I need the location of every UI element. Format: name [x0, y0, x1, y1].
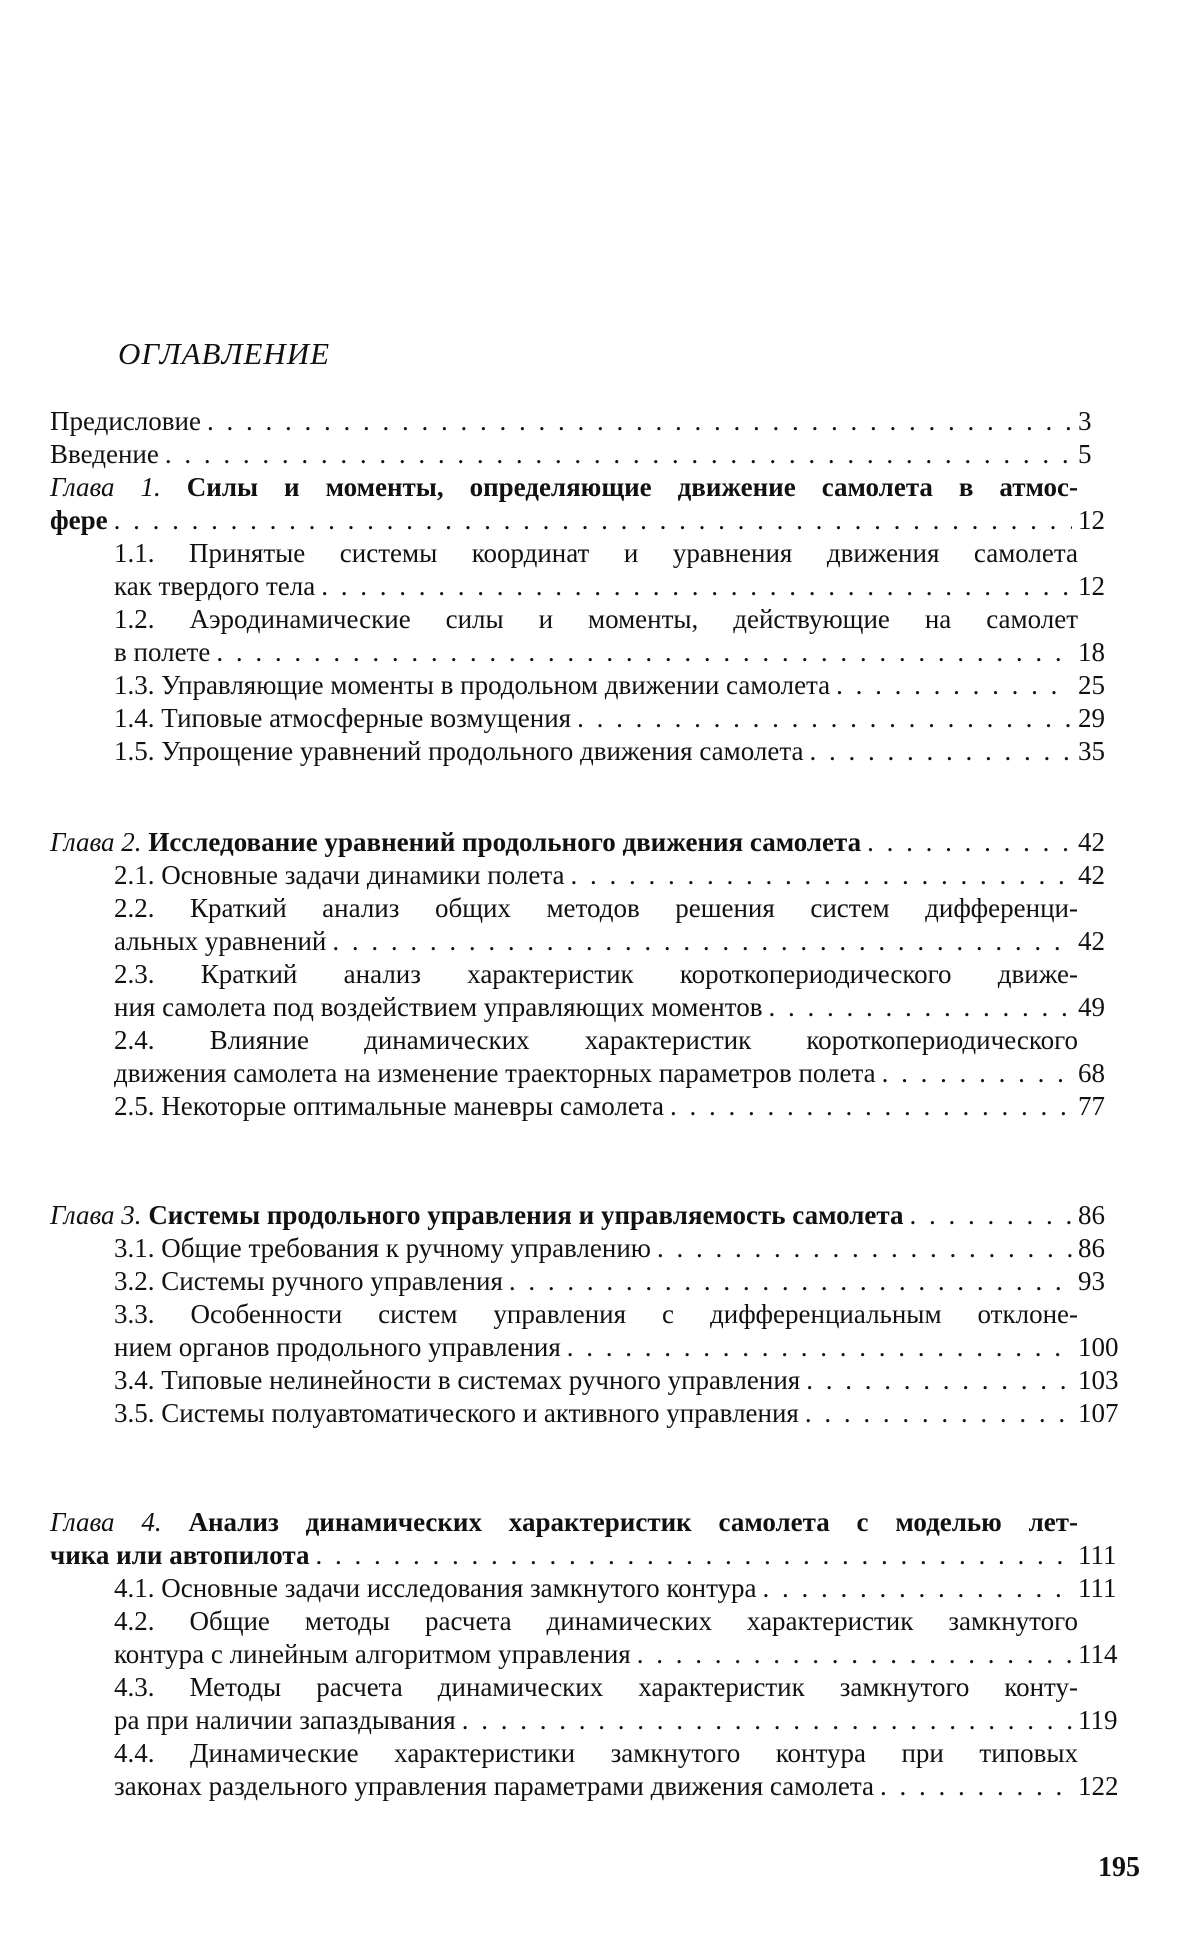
section-2-3: 2.3. Краткий анализ характеристик короткопериодического движе- [114, 959, 1078, 989]
section-1-5: 1.5. Упрощение уравнений продольного движения самолета . . . 35 [114, 735, 1130, 768]
section-4-2: 4.2. Общие методы расчета динамических характеристик замкнутого [114, 1606, 1078, 1636]
chapter-1-title-end: фере . . . 12 [50, 504, 1130, 537]
section-1-1-end: как твердого тела . . . 12 [114, 570, 1130, 603]
section-2-2-end: альных уравнений . . . 42 [114, 925, 1130, 958]
section-1-4: 1.4. Типовые атмосферные возмущения . . . 29 [114, 702, 1130, 735]
chapter-2-title: Глава 2. Исследование уравнений продольного движения самолета . . . 42 [50, 826, 1130, 859]
section-3-1: 3.1. Общие требования к ручному управлению . . . 86 [114, 1232, 1130, 1265]
section-2-3-end: ния самолета под воздействием управляющих моментов . . . 49 [114, 991, 1130, 1024]
chapter-4-title: Глава 4. Анализ динамических характеристик самолета с моделью лет- [50, 1507, 1079, 1537]
section-4-4-end: законах раздельного управления параметрами движения самолета . . . 122 [114, 1770, 1130, 1803]
section-3-4: 3.4. Типовые нелинейности в системах ручного управления . . . 103 [114, 1364, 1130, 1397]
table-of-contents [50, 405, 1130, 1803]
section-4-3-end: ра при наличии запаздывания . . . 119 [114, 1704, 1130, 1737]
section-1-3: 1.3. Управляющие моменты в продольном движении самолета . . . 25 [114, 669, 1130, 702]
chapter-4-title-end: чика или автопилота . . . 111 [50, 1539, 1130, 1572]
section-3-5: 3.5. Системы полуавтоматического и активного управления . . . 107 [114, 1397, 1130, 1430]
section-2-4-end: движения самолета на изменение траекторных параметров полета . . . 68 [114, 1057, 1130, 1090]
toc-heading: ОГЛАВЛЕНИЕ [118, 336, 331, 371]
section-3-3: 3.3. Особенности систем управления с дифференциальным отклоне- [114, 1299, 1078, 1329]
section-3-2: 3.2. Системы ручного управления . . . 93 [114, 1265, 1130, 1298]
toc-entry-introduction: Введение . . . 5 [50, 438, 1130, 471]
section-1-1: 1.1. Принятые системы координат и уравнения движения самолета [114, 538, 1078, 568]
page-number: 195 [1098, 1852, 1140, 1883]
section-2-4: 2.4. Влияние динамических характеристик короткопериодического [114, 1025, 1078, 1055]
section-4-4: 4.4. Динамические характеристики замкнутого контура при типовых [114, 1738, 1078, 1768]
section-3-3-end: нием органов продольного управления . . . 100 [114, 1331, 1130, 1364]
section-4-3: 4.3. Методы расчета динамических характеристик замкнутого конту- [114, 1672, 1078, 1702]
section-1-2-end: в полете . . . 18 [114, 636, 1130, 669]
section-2-2: 2.2. Краткий анализ общих методов решения систем дифференци- [114, 893, 1078, 923]
chapter-3-title: Глава 3. Системы продольного управления и управляемость самолета . . . 86 [50, 1199, 1130, 1232]
chapter-1-title: Глава 1. Силы и моменты, определяющие движение самолета в атмос- [50, 472, 1079, 502]
toc-entry-preface: Предисловие . . . 3 [50, 405, 1130, 438]
section-2-1: 2.1. Основные задачи динамики полета . . . 42 [114, 859, 1130, 892]
section-1-2: 1.2. Аэродинамические силы и моменты, действующие на самолет [114, 604, 1078, 634]
section-4-1: 4.1. Основные задачи исследования замкнутого контура . . . 111 [114, 1572, 1130, 1605]
section-2-5: 2.5. Некоторые оптимальные маневры самолета . . . 77 [114, 1090, 1130, 1123]
section-4-2-end: контура с линейным алгоритмом управления . . . 114 [114, 1638, 1130, 1671]
